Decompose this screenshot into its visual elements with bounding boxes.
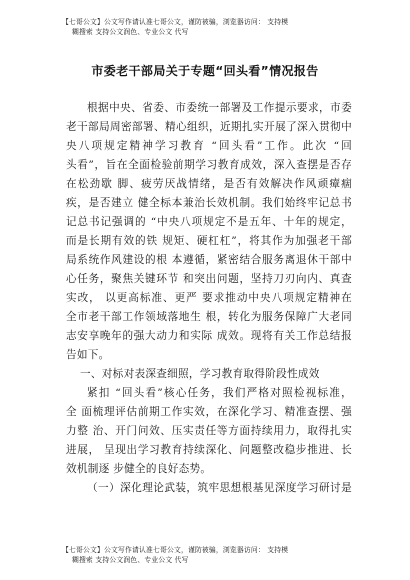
document-body xyxy=(66,99,352,498)
body-line: 头看”，旨在全面检验前期学习教育成效，深入查摆是否存 xyxy=(66,159,352,171)
body-line: 志安享晚年的强大动力和实际 成效。现将有关工作总结报 xyxy=(66,330,352,342)
body-line: 效机制逐 步健全的良好态势。 xyxy=(66,463,212,475)
body-line: 力整 治、开门问效、压实责任等方面持续用力，取得扎实 xyxy=(66,425,352,437)
body-line: 老干部局周密部署、精心组织，近期扎实开展了深入贯彻中 xyxy=(66,121,352,133)
body-line: 全 面梳理评估前期工作实效，在深化学习、精准查摆、强 xyxy=(66,406,352,418)
body-line: 进展， 呈现出学习教育持续深化、问题整改稳步推进、长 xyxy=(66,444,352,456)
footer-watermark-banner xyxy=(62,545,362,565)
footer-banner-line-2: 糊搜索 支持公文润色、专业公文 代写 xyxy=(72,556,189,564)
section-heading: 一、对标对表深查细照，学习教育取得阶段性成效 xyxy=(80,368,320,380)
body-line: 央八项规定精神学习教育 “回头看”工作。此次 “回 xyxy=(66,140,352,152)
body-line: 记总书记强调的 “中央八项规定不是五年、十年的规定， xyxy=(66,216,352,228)
body-line: 疾，是否建立 健全标本兼治长效机制。我们始终牢记总书 xyxy=(66,197,352,209)
header-banner-line-1: 【七哥公文】公文写作请认准七哥公文，谨防被骗，浏览器访问： 支持模 xyxy=(62,18,289,26)
body-line: 实改， 以更高标准、更严 要求推动中央八项规定精神在 xyxy=(66,292,352,304)
body-line: 全市老干部工作领域落地生 根，转化为服务保障广大老同 xyxy=(66,311,352,323)
body-line: 根据中央、省委、市委统一部署及工作提示要求，市委 xyxy=(87,102,352,114)
subsection-heading: （一）深化理论武装，筑牢思想根基见深度学习研讨是 xyxy=(87,482,352,494)
document-title: 市委老干部局关于专题“回头看”情况报告 xyxy=(91,64,319,78)
header-watermark-banner xyxy=(62,17,362,37)
body-line: 心任务，聚焦关键环节 和突出问题，坚持刀刃向内、真查 xyxy=(66,273,352,285)
footer-banner-line-1: 【七哥公文】公文写作请认准七哥公文，谨防被骗，浏览器访问： 支持模 xyxy=(62,546,289,554)
body-line: 在松劲歇 脚、疲劳厌战情绪，是否有效解决作风顽瘴痼 xyxy=(66,178,352,190)
body-line: 局系统作风建设的根 本遵循，紧密结合服务离退休干部中 xyxy=(66,254,352,266)
body-line: 而是长期有效的铁 规矩、硬杠杠”，将其作为加强老干部 xyxy=(66,235,352,247)
body-line: 紧扣 “回头看”核心任务，我们严格对照检视标准， xyxy=(87,387,352,399)
body-line: 告如下。 xyxy=(66,349,110,361)
header-banner-line-2: 糊搜索 支持公文润色、专业公文 代写 xyxy=(72,28,189,36)
